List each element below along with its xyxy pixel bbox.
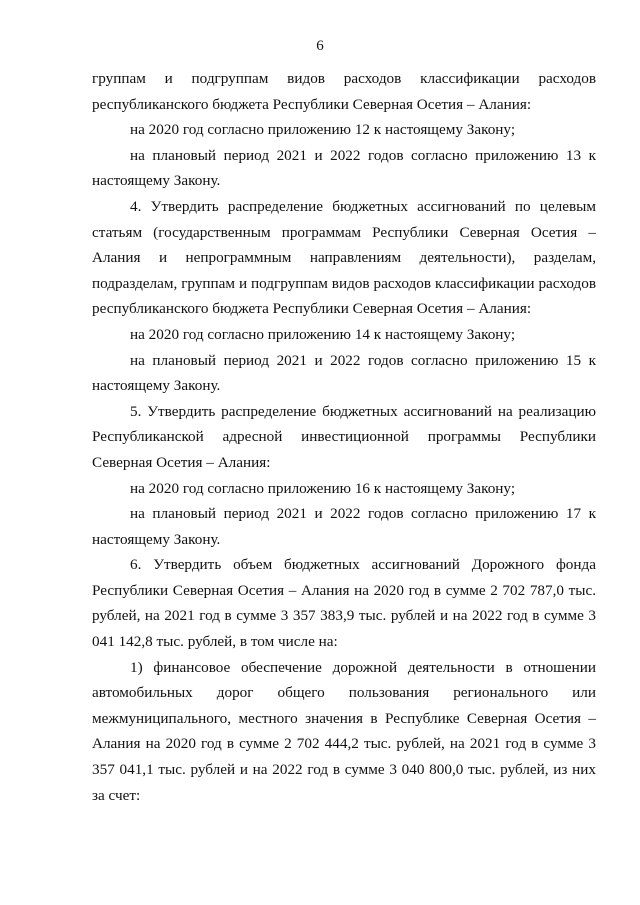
paragraph-2: на 2020 год согласно приложению 12 к настоящему Закону; [130, 121, 516, 139]
document-body [92, 66, 596, 808]
paragraph-3: на плановый период 2021 и 2022 годов согласно приложению 13 к настоящему Закону. [92, 146, 596, 190]
paragraph-1: группам и подгруппам видов расходов классификации расходов республиканского бюджета Республики Северная Осетия – Алания: [92, 70, 596, 113]
paragraph-7: 5. Утвердить распределение бюджетных ассигнований на реализацию Республиканской адресной инвестиционной программы Республики Северная Осетия – Алания: [92, 402, 596, 471]
paragraph-10: 6. Утвердить объем бюджетных ассигнований Дорожного фонда Республики Северная Осетия – Алания на 2020 год в сумме 2 702 787,0 тыс. рублей, на 2021 год в сумме 3 357 383,9 тыс. рублей и на 2022 год в сумме 3 041 142,8 тыс. рублей, в том числе на: [92, 556, 596, 651]
page-number: 6 [316, 38, 324, 54]
paragraph-5: на 2020 год согласно приложению 14 к настоящему Закону; [130, 325, 516, 343]
paragraph-4: 4. Утвердить распределение бюджетных ассигнований по целевым статьям (государственным программам Республики Северная Осетия – Алания и непрограммным направлениям деятельности), разделам, подразделам, группам и подгруппам видов расходов классификации расходов республиканского бюджета Республики Северная Осетия – Алания: [92, 197, 596, 318]
paragraph-6: на плановый период 2021 и 2022 годов согласно приложению 15 к настоящему Закону. [92, 351, 596, 395]
paragraph-8: на 2020 год согласно приложению 16 к настоящему Закону; [130, 479, 516, 497]
paragraph-9: на плановый период 2021 и 2022 годов согласно приложению 17 к настоящему Закону. [92, 505, 596, 548]
paragraph-11: 1) финансовое обеспечение дорожной деятельности в отношении автомобильных дорог общего пользования регионального или межмуниципального, местного значения в Республике Северная Осетия – Алания на 2020 год в сумме 2 702 444,2 тыс. рублей, на 2021 год в сумме 3 357 041,1 тыс. рублей и на 2022 год в сумме 3 040 800,0 тыс. рублей, из них за счет: [92, 658, 596, 804]
